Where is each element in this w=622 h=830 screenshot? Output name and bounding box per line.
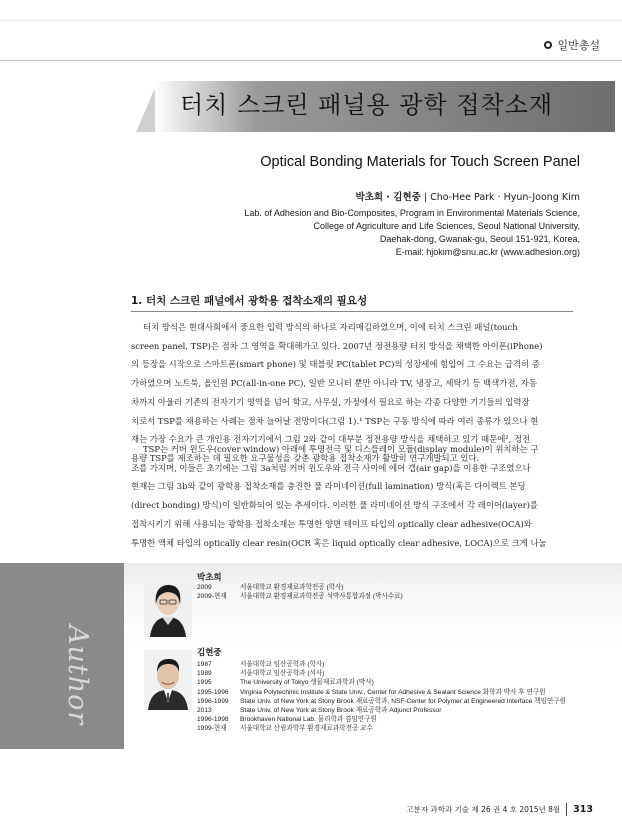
career-desc: 서울대학교 환경재료과학전공 (학사): [240, 584, 344, 591]
career-year: 1999-현재: [197, 725, 227, 733]
career-year: 1989: [197, 670, 212, 678]
career-desc: 서울대학교 산림과학부 환경재료과학전공 교수: [240, 725, 373, 733]
author-separator: |: [423, 192, 428, 203]
career-desc: 서울대학교 임산공학과 (석사): [240, 670, 325, 678]
author-names-en: Cho-Hee Park · Hyun-Joong Kim: [430, 192, 580, 203]
body-paragraph-2: [131, 440, 574, 552]
career-row: [197, 678, 570, 687]
paragraph-line: 터치 방식은 현대사회에서 중요한 입력 방식의 하나로 자리매김하였으며, 이에 터치 스크린 패널(touch: [143, 322, 518, 332]
author-byline: [356, 189, 580, 203]
career-desc: 서울대학교 환경재료과학전공 석박사통합과정 (박사수료): [240, 593, 403, 601]
affiliation-line: College of Agriculture and Life Sciences, Seoul National University,: [313, 221, 580, 231]
paragraph-line: 조를 가지며, 이들은 초기에는 그림 3a처럼 커버 윈도우와 전극 사이에 에어 갭(air gap)을 이용한 구조였으나: [131, 462, 531, 473]
career-list-kim: [197, 660, 570, 734]
career-desc: The University of Tokyo 생물재료과학과 (박사): [240, 679, 374, 687]
author-label: Author: [62, 625, 93, 726]
paragraph-line: 치로서 TSP를 채용하는 사례는 점차 늘어날 전망이다(그림 1).¹ TSP는 구동 방식에 따라 여러 종류가 있으나 현: [131, 415, 539, 426]
career-year: 2013: [197, 707, 212, 715]
paragraph-line: 재는 가장 수요가 큰 개인용 전자기기에서 그림 2와 같이 대부분 정전용량 방식을 채택하고 있기 때문에², 정전: [131, 434, 531, 445]
career-year: 2009: [197, 584, 212, 591]
circle-bullet-icon: [544, 41, 552, 49]
career-list-park: [197, 583, 570, 601]
article-title-kr: 터치 스크린 패널용 광학 접착소재: [180, 91, 554, 119]
career-year: 1996-1999: [197, 697, 229, 705]
paragraph-line: 용량 TSP를 제조하는 데 필요한 요구물성을 갖춘 광학용 접착소재가 활발히 연구개발되고 있다.: [131, 452, 480, 463]
career-row: [197, 688, 570, 697]
career-row: [197, 669, 570, 678]
career-row: [197, 592, 570, 601]
career-desc: 서울대학교 임산공학과 (학사): [240, 661, 325, 668]
career-year: 1996-1998: [197, 716, 229, 724]
paragraph-line: screen panel, TSP)은 점차 그 영역을 확대해가고 있다. 2007년 정전용량 터치 방식을 채택한 아이폰(iPhone): [131, 340, 543, 351]
header-rule: [0, 60, 622, 61]
section-heading: 1. 터치 스크린 패널에서 광학용 접착소재의 필요성: [131, 295, 368, 307]
paragraph-line: 차까지 아울러 기존의 전자기기 영역을 넘어 학교, 사무실, 가정에서 필요로 하는 각종 다양한 기기들의 입력장: [131, 396, 530, 407]
affiliation-email-line: E-mail: hjokim@snu.ac.kr (www.adhesion.org): [395, 247, 580, 257]
affiliation-line: Lab. of Adhesion and Bio-Composites, Program in Environmental Materials Science,: [244, 208, 580, 218]
career-row: [197, 715, 570, 724]
author-photo-kim: [144, 650, 192, 710]
author-photo-park: [144, 577, 192, 637]
career-desc: State Univ. of New York at Stony Brook 재료공학과, NSF-Center for Polymer at Engineered Interface 책임연구원: [240, 697, 566, 705]
career-year: 2009-현재: [197, 593, 227, 601]
affiliation-line: Daehak-dong, Gwanak-gu, Seoul 151-921, Korea,: [379, 234, 580, 244]
paragraph-line: (direct bonding) 방식)이 일반화되어 있는 추세이다. 이러한 풀 라미네이션 방식 구조에서 각 레이어(layer)를: [131, 500, 539, 511]
career-row: [197, 706, 570, 715]
journal-citation: 고분자 과학과 기술 제 26 권 4 호 2015년 8월: [406, 805, 561, 814]
career-row: [197, 724, 570, 733]
paragraph-line: TSP는 커버 윈도우(cover window) 아래에 투명전극 및 디스플레이 모듈(display module)이 위치하는 구: [143, 444, 539, 454]
career-desc: Virginia Polytechinic Institute & State Univ., Center for Adhesive & Sealant Science 화학과 박사 후 연구원: [240, 688, 546, 696]
career-desc: State Univ. of New York at Stony Brook 재료공학과 Adjunct Professor: [240, 707, 442, 715]
page-number: 313: [573, 804, 593, 815]
article-title-en: Optical Bonding Materials for Touch Screen Panel: [260, 154, 580, 170]
paragraph-line: 의 등장을 시작으로 스마트폰(smart phone) 및 태블릿 PC(tablet PC)의 성장세에 힘입어 그 수요는 급격히 증: [131, 359, 540, 370]
career-row: [197, 697, 570, 706]
career-row: [197, 660, 570, 669]
career-row: [197, 583, 570, 592]
top-rule: [0, 20, 622, 21]
section-tag: [544, 36, 600, 54]
paragraph-line: 가하였으며 노트북, 올인원 PC(all-in-one PC), 일반 모니터 뿐만 아니라 TV, 냉장고, 세탁기 등 백색가전, 자동: [131, 378, 537, 389]
author-name-kim: 김현중: [197, 648, 222, 658]
paragraph-line: 투명한 액체 타입의 optically clear resin(OCR 혹은 liquid optically clear adhesive, LOCA)으로 크게 나눌: [131, 537, 547, 548]
career-desc: Brookhaven National Lab. 물리학과 겸임연구원: [240, 716, 377, 724]
footer-divider: [566, 803, 567, 816]
paragraph-line: 접착시키기 위해 사용되는 광학용 접착소재는 투명한 양면 테이프 타입의 optically clear adhesive(OCA)와: [131, 518, 532, 529]
career-year: 1995-1996: [197, 688, 229, 696]
career-year: 1995: [197, 679, 212, 687]
career-year: 1987: [197, 661, 212, 668]
page-footer: [406, 803, 593, 816]
section-heading-rule: [131, 311, 573, 312]
author-names-kr: 박초희 · 김현중: [355, 192, 421, 203]
paragraph-line: 현재는 그림 3b와 같이 광학용 접착소재를 충진한 풀 라미네이션(full lamination) 방식(혹은 다이렉트 본딩: [131, 481, 526, 492]
section-tag-label: 일반총설: [557, 39, 600, 52]
author-name-park: 박초희: [197, 573, 222, 583]
affiliation-block: [244, 207, 580, 259]
